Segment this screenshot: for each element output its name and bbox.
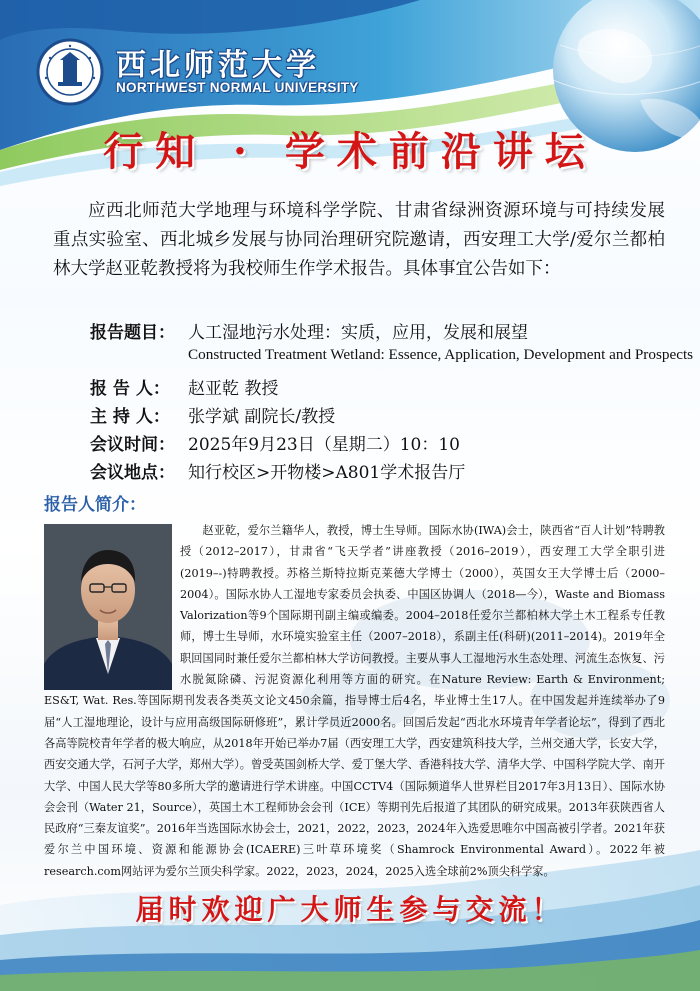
footer-slogan: 届时欢迎广大师生参与交流！	[135, 893, 565, 926]
topic-label: 报告题目：	[90, 323, 175, 343]
info-row-host	[90, 402, 670, 430]
intro-paragraph: 应西北师范大学地理与环境科学学院、甘肃省绿洲资源环境与可持续发展重点实验室、西北城乡发展与协同治理研究院邀请，西安理工大学/爱尔兰都柏林大学赵亚乾教授将为我校师生作学术报告。具体事宜公告如下：	[53, 201, 665, 279]
host-value: 张学斌 副院长/教授	[188, 407, 336, 427]
university-name-en: NORTHWEST NORMAL UNIVERSITY	[116, 80, 359, 95]
university-name-cn: 西北师范大学	[116, 48, 320, 83]
info-row-time	[90, 430, 670, 458]
speaker-label: 报 告 人：	[90, 379, 170, 399]
time-label: 会议时间：	[90, 435, 175, 455]
place-label: 会议地点：	[90, 463, 175, 483]
speaker-value: 赵亚乾 教授	[188, 379, 279, 399]
bio-heading: 报告人简介：	[44, 495, 146, 515]
topic-cn: 人工湿地污水处理：实质，应用，发展和展望	[188, 323, 528, 343]
info-row-topic	[90, 318, 670, 346]
university-seal-icon	[36, 38, 104, 106]
host-label: 主 持 人：	[90, 407, 170, 427]
info-row-speaker	[90, 374, 670, 402]
time-value: 2025年9月23日（星期二）10：10	[188, 435, 460, 455]
page-title: 行知 · 学术前沿讲坛	[103, 128, 597, 175]
speaker-photo	[44, 524, 172, 690]
bio-paragraph: 赵亚乾，爱尔兰籍华人，教授，博士生导师。国际水协(IWA)会士，陕西省“百人计划”特聘教授（2012–2017），甘肃省“飞天学者”讲座教授（2016–2019），西安理工大学全职引进(2019–-)特聘教授。苏格兰斯特拉斯克莱德大学博士（2000），英国女王大学博士后（2000–2004）。国际水协人工湿地专家委员会执委、中国区协调人（2018—今），Waste and Biomass Valorization等9个国际期刊副主编或编委。2004–2018任爱尔兰都柏林大学土木工程系专任教师，博士生导师，水环境实验室主任（2007–2018），系副主任(科研)(2011–2014)。2019年全职回国同时兼任爱尔兰都柏林大学访问教授。主要从事人工湿地污水生态处理、河流生态恢复、污水脱氮除磷、污泥资源化利用等方面的研究。在Nature Review: Earth & Environment; ES&T, Wat. Res.等国际期刊发表各类英文论文450余篇，指导博士后4名，毕业博士生17人。在中国发起并连续举办了9届“人工湿地理论，设计与应用高级国际研修班”，累计学员近2000名。回国后发起“西北水环境青年学者论坛”，得到了西北各高等院校青年学者的极大响应，从2018年开始已举办7届（西安理工大学，西安建筑科技大学，兰州交通大学，长安大学，西安交通大学，石河子大学，郑州大学）。曾受英国剑桥大学、爱丁堡大学、香港科技大学、清华大学、中国科学院大学、南开大学、中国人民大学等80多所大学的邀请进行学术讲座。中国CCTV4（国际频道华人世界栏目2017年3月13日）、国际水协会会刊（Water 21，Source），英国土木工程师协会会刊（ICE）等期刊先后报道了其团队的研究成果。2013年获陕西省人民政府“三秦友谊奖”。2016年当选国际水协会士，2021，2022，2023，2024年入选爱思唯尔中国高被引学者。2021年获爱尔兰中国环境、资源和能源协会(ICAERE)三叶草环境奖（Shamrock Environmental Award）。2022年被research.com网站评为爱尔兰顶尖科学家。2022，2023，2024，2025入选全球前2%顶尖科学家。	[44, 524, 665, 878]
topic-en: Constructed Treatment Wetland: Essence, Application, Development and Prospects	[188, 346, 694, 363]
info-row-topic-en	[90, 346, 694, 374]
event-info	[90, 318, 694, 486]
portrait-illustration	[44, 524, 172, 690]
place-value: 知行校区>开物楼>A801学术报告厅	[188, 463, 466, 483]
info-row-place	[90, 458, 670, 486]
